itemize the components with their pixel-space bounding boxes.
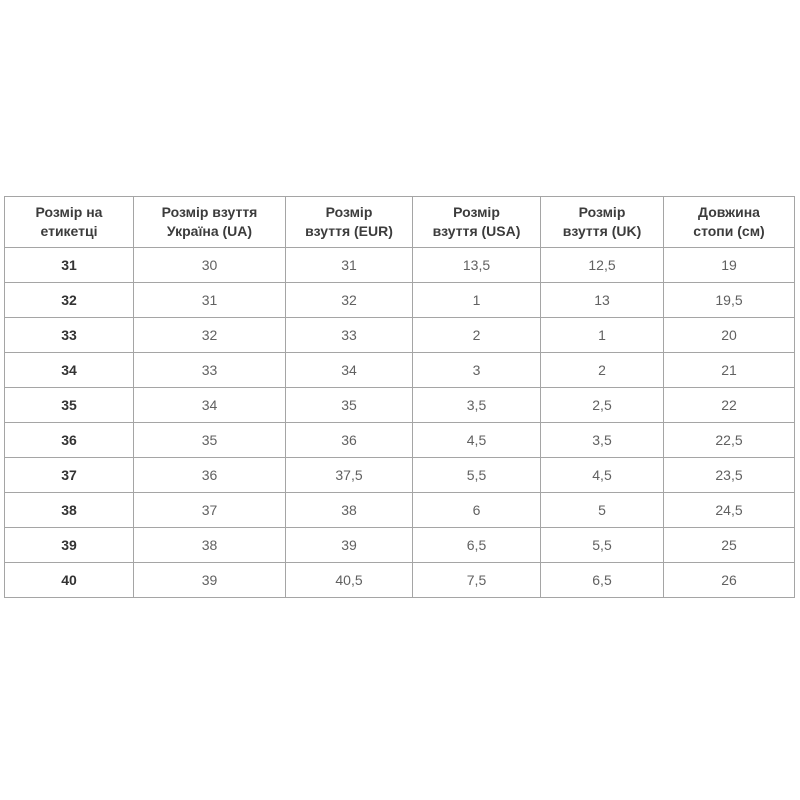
column-header-eur-size	[286, 197, 413, 248]
usa-size-cell: 6,5	[413, 528, 541, 563]
table-header	[5, 197, 795, 248]
uk-size-cell: 5,5	[541, 528, 664, 563]
eur-size-cell: 33	[286, 318, 413, 353]
table-row	[5, 563, 795, 598]
foot-length-cell: 24,5	[664, 493, 795, 528]
table-row	[5, 423, 795, 458]
uk-size-cell: 1	[541, 318, 664, 353]
usa-size-cell: 4,5	[413, 423, 541, 458]
header-line: Розмір взуття	[161, 204, 258, 220]
foot-length-cell: 22,5	[664, 423, 795, 458]
ua-size-cell: 33	[134, 353, 286, 388]
uk-size-cell: 2,5	[541, 388, 664, 423]
label-size-cell: 32	[5, 283, 134, 318]
eur-size-cell: 38	[286, 493, 413, 528]
header-line: Розмір	[325, 204, 373, 220]
table-row	[5, 248, 795, 283]
column-header-uk-size	[541, 197, 664, 248]
usa-size-cell: 3	[413, 353, 541, 388]
header-line: взуття (USA)	[432, 223, 521, 239]
header-line: Розмір	[578, 204, 626, 220]
column-header-ua-size	[134, 197, 286, 248]
usa-size-cell: 13,5	[413, 248, 541, 283]
header-line: взуття (EUR)	[305, 223, 393, 239]
header-line: стопи (см)	[693, 223, 765, 239]
eur-size-cell: 35	[286, 388, 413, 423]
uk-size-cell: 2	[541, 353, 664, 388]
column-header-label-size	[5, 197, 134, 248]
table-body	[5, 248, 795, 598]
usa-size-cell: 1	[413, 283, 541, 318]
table-row	[5, 458, 795, 493]
foot-length-cell: 21	[664, 353, 795, 388]
size-table-container	[4, 196, 795, 598]
table-row	[5, 283, 795, 318]
eur-size-cell: 32	[286, 283, 413, 318]
table-row	[5, 493, 795, 528]
label-size-cell: 34	[5, 353, 134, 388]
table-row	[5, 353, 795, 388]
foot-length-cell: 22	[664, 388, 795, 423]
ua-size-cell: 32	[134, 318, 286, 353]
eur-size-cell: 40,5	[286, 563, 413, 598]
table-row	[5, 528, 795, 563]
column-header-usa-size	[413, 197, 541, 248]
ua-size-cell: 38	[134, 528, 286, 563]
label-size-cell: 33	[5, 318, 134, 353]
eur-size-cell: 36	[286, 423, 413, 458]
usa-size-cell: 5,5	[413, 458, 541, 493]
table-row	[5, 318, 795, 353]
uk-size-cell: 6,5	[541, 563, 664, 598]
ua-size-cell: 37	[134, 493, 286, 528]
ua-size-cell: 35	[134, 423, 286, 458]
label-size-cell: 36	[5, 423, 134, 458]
label-size-cell: 40	[5, 563, 134, 598]
label-size-cell: 39	[5, 528, 134, 563]
label-size-cell: 37	[5, 458, 134, 493]
eur-size-cell: 39	[286, 528, 413, 563]
uk-size-cell: 3,5	[541, 423, 664, 458]
foot-length-cell: 20	[664, 318, 795, 353]
header-line: Розмір на	[35, 204, 103, 220]
label-size-cell: 35	[5, 388, 134, 423]
ua-size-cell: 39	[134, 563, 286, 598]
ua-size-cell: 34	[134, 388, 286, 423]
uk-size-cell: 12,5	[541, 248, 664, 283]
header-line: Довжина	[698, 204, 760, 220]
uk-size-cell: 5	[541, 493, 664, 528]
foot-length-cell: 19	[664, 248, 795, 283]
label-size-cell: 38	[5, 493, 134, 528]
ua-size-cell: 30	[134, 248, 286, 283]
table-row	[5, 388, 795, 423]
header-line: взуття (UK)	[562, 223, 642, 239]
header-line: Україна (UA)	[166, 223, 253, 239]
foot-length-cell: 25	[664, 528, 795, 563]
foot-length-cell: 23,5	[664, 458, 795, 493]
foot-length-cell: 19,5	[664, 283, 795, 318]
shoe-size-conversion-table	[4, 196, 795, 598]
column-header-foot-length	[664, 197, 795, 248]
foot-length-cell: 26	[664, 563, 795, 598]
ua-size-cell: 31	[134, 283, 286, 318]
header-line: Розмір	[453, 204, 500, 220]
label-size-cell: 31	[5, 248, 134, 283]
ua-size-cell: 36	[134, 458, 286, 493]
usa-size-cell: 2	[413, 318, 541, 353]
header-row	[5, 197, 795, 248]
uk-size-cell: 4,5	[541, 458, 664, 493]
usa-size-cell: 3,5	[413, 388, 541, 423]
usa-size-cell: 7,5	[413, 563, 541, 598]
header-line: етикетці	[40, 223, 98, 239]
eur-size-cell: 34	[286, 353, 413, 388]
usa-size-cell: 6	[413, 493, 541, 528]
eur-size-cell: 31	[286, 248, 413, 283]
uk-size-cell: 13	[541, 283, 664, 318]
eur-size-cell: 37,5	[286, 458, 413, 493]
